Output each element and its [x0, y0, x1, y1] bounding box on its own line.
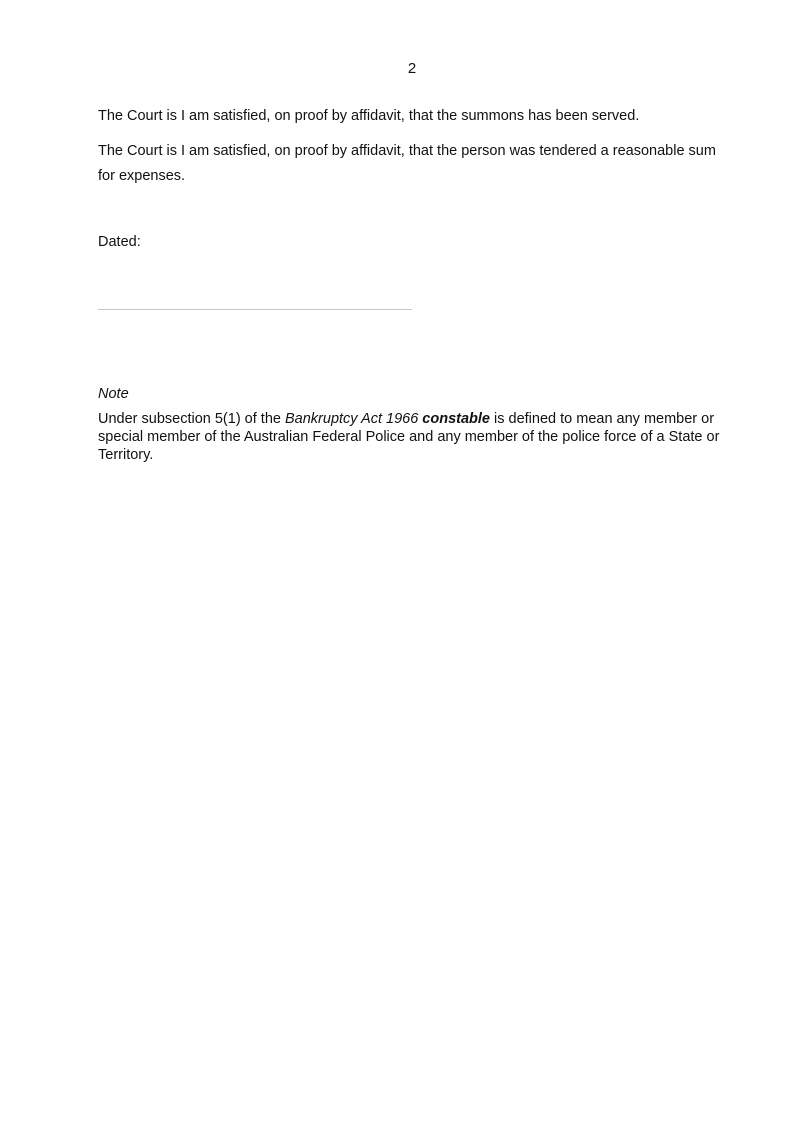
dated-label: Dated: — [98, 234, 141, 250]
note-text-after: is defined to mean any member or special member of the Australian Federal Police and any member of the police force of a State or Territory. — [98, 411, 720, 463]
defined-term: constable — [422, 411, 490, 427]
page-number: 2 — [407, 60, 417, 77]
expenses-statement: The Court is I am satisfied, on proof by affidavit, that the person was tendered a reasonable sum for expenses. — [98, 143, 716, 184]
note-body — [98, 410, 738, 464]
note-text-before: Under subsection 5(1) of the — [98, 411, 285, 427]
act-title: Bankruptcy Act 1966 — [285, 411, 419, 427]
service-statement: The Court is I am satisfied, on proof by affidavit, that the summons has been served. — [98, 108, 640, 124]
signature-line — [98, 309, 412, 310]
note-heading: Note — [98, 386, 129, 402]
